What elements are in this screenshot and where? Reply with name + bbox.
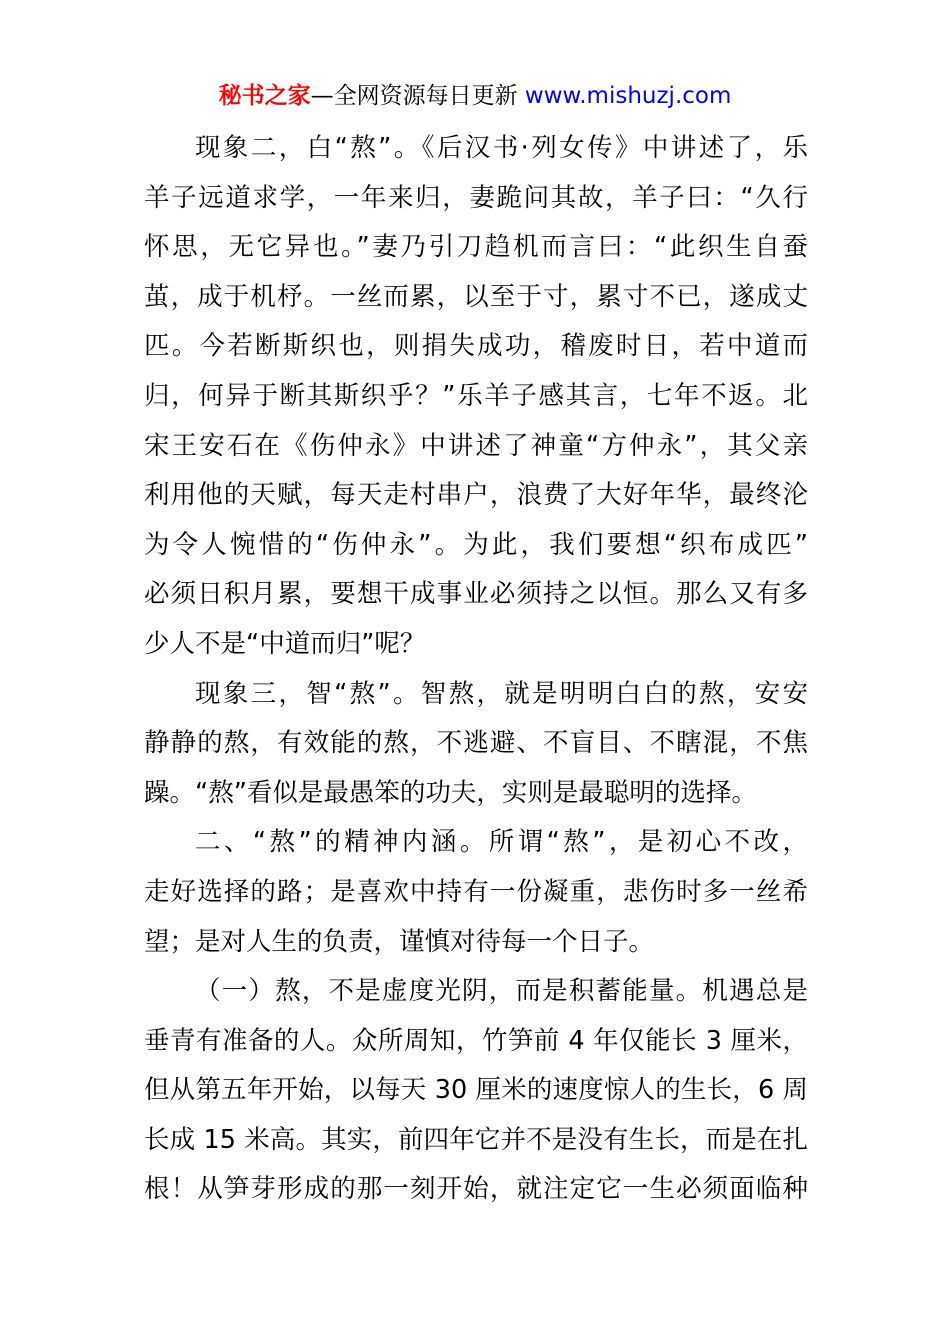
text-line: 现象二，白“熬”。《后汉书·列女传》中讲述了，乐 [195,133,808,163]
text-line: 但从第五年开始，以每天 30 厘米的速度惊人的生长，6 周 [144,1075,808,1106]
text-line: 少人不是“中道而归”呢？ [144,628,426,659]
text-line: 利用他的天赋，每天走村串户，浪费了大好年华，最终沦 [144,480,808,511]
text-line: 望；是对人生的负责，谨慎对待每一个日子。 [144,926,655,957]
website-link[interactable]: www.mishuzj.com [524,83,732,109]
text-line: 静静的熬，有效能的熬，不逃避、不盲目、不瞎混，不焦 [144,728,808,759]
document-body [144,124,808,1215]
text-line: 现象三，智“熬”。智熬，就是明明白白的熬，安安 [195,678,808,709]
text-line: 躁。“熬”看似是最愚笨的功夫，实则是最聪明的选择。 [144,777,757,808]
text-line: 茧，成于机杼。一丝而累，以至于寸，累寸不已，遂成丈 [144,281,808,312]
text-line: 必须日积月累，要想干成事业必须持之以恒。那么又有多 [144,579,808,610]
header-tagline: —全网资源每日更新 [310,83,525,109]
text-line: 长成 15 米高。其实，前四年它并不是没有生长，而是在扎 [144,1124,808,1155]
text-line: 宋王安石在《伤仲永》中讲述了神童“方仲永”，其父亲 [144,430,808,461]
text-line: 为令人惋惜的“伤仲永”。为此，我们要想“织布成匹” [144,529,808,560]
paragraph-phenomenon-three [144,670,808,819]
paragraph-section-one [144,967,808,1215]
text-line: （一）熬，不是虚度光阴，而是积蓄能量。机遇总是 [195,976,808,1007]
paragraph-spirit-connotation [144,818,808,967]
text-line: 根！从笋芽形成的那一刻开始，就注定它一生必须面临种 [144,1174,808,1205]
brand-name: 秘书之家 [218,83,311,109]
text-line: 羊子远道求学，一年来归，妻跪问其故，羊子曰：“久行 [144,182,808,213]
text-line: 归，何异于断其斯织乎？”乐羊子感其言，七年不返。北 [144,380,808,411]
text-line: 垂青有准备的人。众所周知，竹笋前 4 年仅能长 3 厘米， [144,1025,808,1056]
text-line: 匹。今若断斯织也，则捐失成功，稽废时日，若中道而 [144,331,808,362]
text-line: 二、“熬”的精神内涵。所谓“熬”，是初心不改， [195,827,808,858]
page-header [0,80,950,112]
text-line: 怀思，无它异也。”妻乃引刀趋机而言曰：“此织生自蚕 [144,232,808,263]
text-line: 走好选择的路；是喜欢中持有一份凝重，悲伤时多一丝希 [144,876,808,907]
paragraph-phenomenon-two [144,124,808,670]
